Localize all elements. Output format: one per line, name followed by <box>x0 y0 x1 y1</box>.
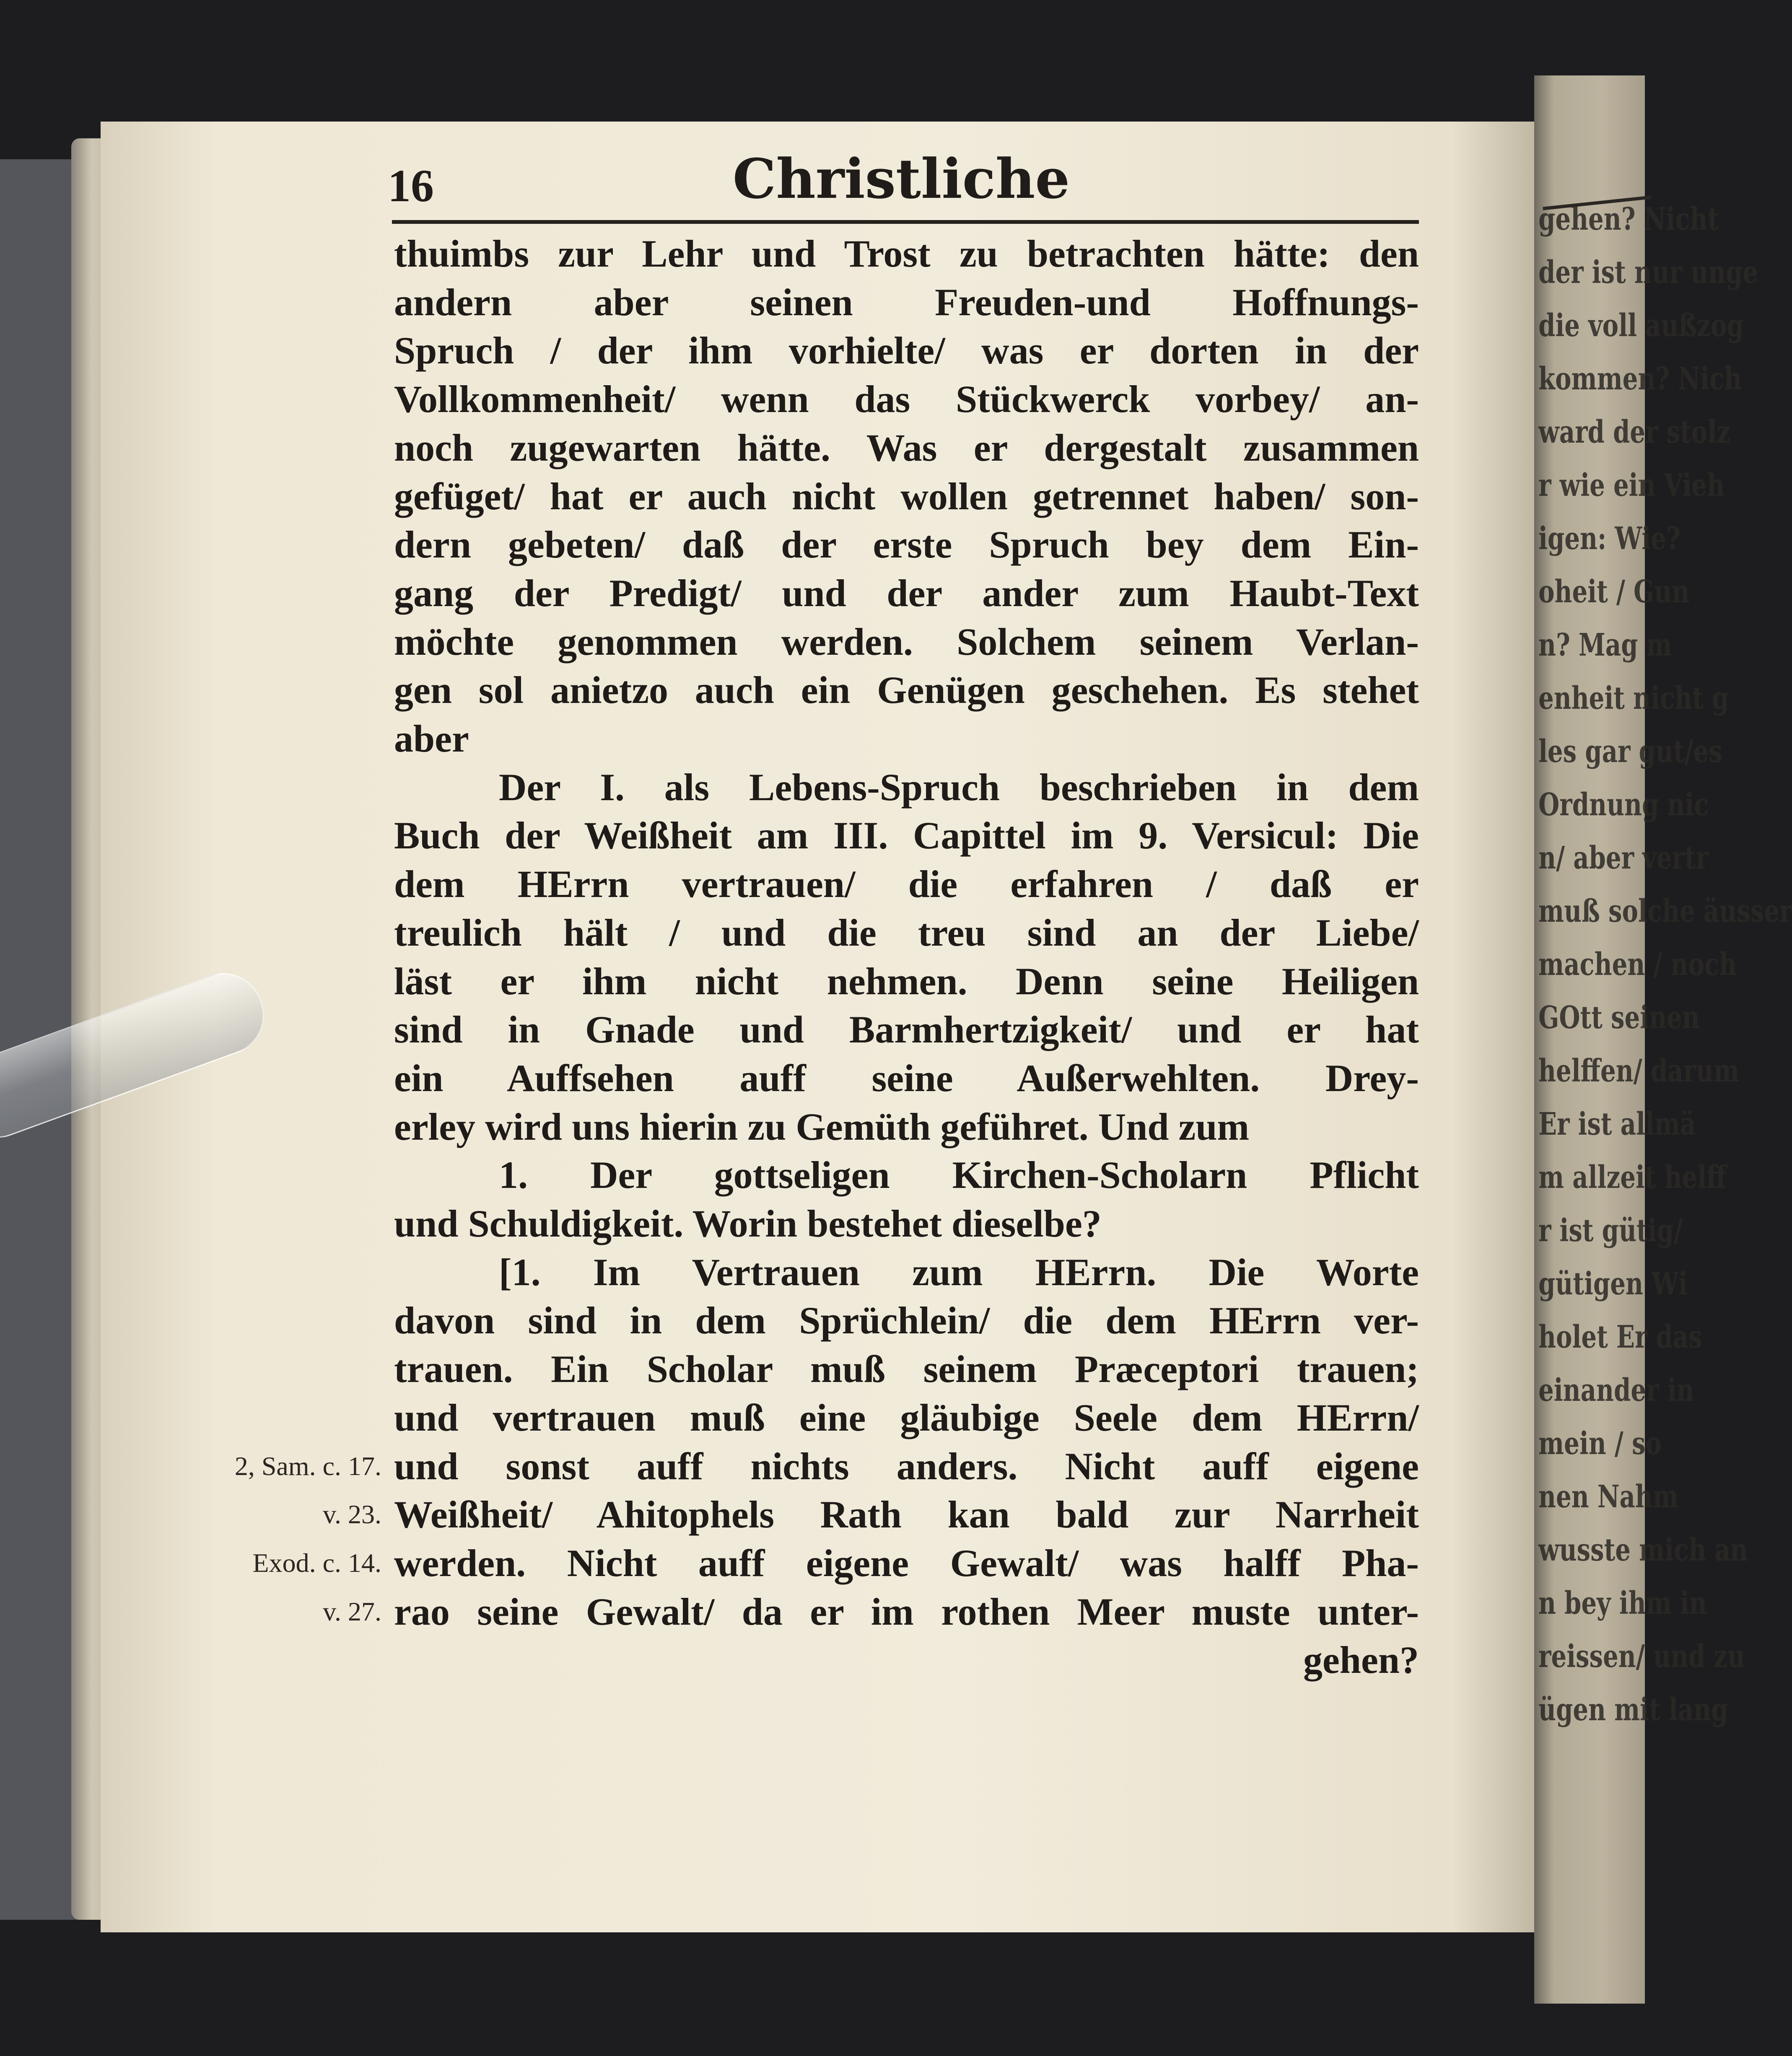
facing-text-line: n/ aber vertr <box>1538 840 1709 876</box>
text-line: Der I. als Lebens-Spruch beschrieben in dem <box>499 765 1419 809</box>
facing-text-line: igen: Wie? <box>1538 521 1680 557</box>
text-line: und Schuldigkeit. Worin bestehet dieselbe? <box>394 1202 1102 1245</box>
facing-text-line: der ist nur unge <box>1538 254 1758 290</box>
text-line: gehen? <box>1303 1639 1419 1682</box>
facing-text-line: n bey ihm in <box>1538 1585 1707 1621</box>
facing-text-line: gehen? Nicht <box>1538 201 1719 237</box>
text-line: [1. Im Vertrauen zum HErrn. Die Worte <box>499 1250 1419 1294</box>
text-line: 1. Der gottseligen Kirchen-Scholarn Pflicht <box>499 1154 1419 1197</box>
facing-text-line: kommen? Nich <box>1538 361 1742 397</box>
facing-text-line: muß solche äusser <box>1538 893 1792 929</box>
facing-text-line: mein / so <box>1538 1426 1662 1462</box>
running-head: Christliche <box>732 147 1070 211</box>
facing-text-line: enheit nicht g <box>1538 680 1729 716</box>
facing-text-line: oheit / Gun <box>1538 574 1690 610</box>
facing-text-line: m allzeit helff <box>1538 1159 1727 1195</box>
text-line: werden. Nicht auff eigene Gewalt/ was halff Pha- <box>394 1541 1419 1584</box>
text-line: läst er ihm nicht nehmen. Denn seine Heiligen <box>394 959 1419 1003</box>
facing-text-line: r ist gütig/ <box>1538 1213 1683 1249</box>
facing-text-line: holet Er das <box>1538 1319 1702 1355</box>
facing-text-line: GOtt seinen <box>1538 1000 1700 1036</box>
facing-text-line: wusste mich an <box>1538 1532 1748 1568</box>
margin-note: v. 23. <box>323 1499 381 1530</box>
text-line: Vollkommenheit/ wenn das Stückwerck vorbey/ an- <box>394 378 1419 421</box>
text-line: gen sol anietzo auch ein Genügen geschehen. Es stehet <box>394 669 1419 712</box>
page-number: 16 <box>388 160 434 211</box>
text-line: gefüget/ hat er auch nicht wollen getrennet haben/ son- <box>394 474 1419 518</box>
facing-text-line: ügen mit lang <box>1538 1692 1728 1728</box>
text-line: aber <box>394 717 469 760</box>
margin-note: v. 27. <box>323 1596 381 1626</box>
facing-page <box>1534 75 1792 2004</box>
text-line: und vertrauen muß eine gläubige Seele dem HErrn/ <box>394 1396 1419 1439</box>
text-line: Spruch / der ihm vorhielte/ was er dorten in der <box>394 329 1419 372</box>
margin-note: 2, Sam. c. 17. <box>234 1451 381 1481</box>
facing-text-line: les gar gut/es <box>1538 734 1722 770</box>
text-line: ein Auffsehen auff seine Außerwehlten. Drey- <box>394 1056 1419 1099</box>
facing-text-line: ward der stolz <box>1538 414 1730 450</box>
text-line: andern aber seinen Freuden-und Hoffnungs- <box>394 280 1419 324</box>
text-line: dem HErrn vertrauen/ die erfahren / daß er <box>394 863 1419 906</box>
facing-text-line: r wie ein Vieh <box>1538 467 1725 503</box>
margin-note: Exod. c. 14. <box>252 1548 381 1578</box>
facing-text-line: nen Nahm <box>1538 1479 1678 1515</box>
facing-text-line: Er ist allmä <box>1538 1106 1696 1142</box>
text-line: davon sind in dem Sprüchlein/ die dem HErrn ver- <box>394 1299 1419 1342</box>
text-line: Buch der Weißheit am III. Capittel im 9. Versicul: Die <box>394 814 1419 857</box>
text-line: und sonst auff nichts anders. Nicht auff eigene <box>394 1444 1419 1488</box>
facing-text-line: reissen/ und zu <box>1538 1639 1745 1675</box>
facing-text-line: helffen/ darum <box>1538 1053 1740 1089</box>
facing-text-line: machen / noch <box>1538 946 1737 983</box>
facing-text-line: die voll außzog <box>1538 308 1744 344</box>
text-line: Weißheit/ Ahitophels Rath kan bald zur Narrheit <box>394 1493 1419 1536</box>
text-line: dern gebeten/ daß der erste Spruch bey dem Ein- <box>394 523 1419 566</box>
text-line: gang der Predigt/ und der ander zum Haubt-Text <box>394 571 1419 614</box>
facing-text-line: n? Mag m <box>1538 627 1672 663</box>
text-line: erley wird uns hierin zu Gemüth geführet. Und zum <box>394 1105 1250 1148</box>
facing-text-line: gütigen Wi <box>1538 1266 1688 1302</box>
text-line: rao seine Gewalt/ da er im rothen Meer muste unter- <box>394 1590 1419 1633</box>
text-line: trauen. Ein Scholar muß seinem Præceptori trauen; <box>394 1348 1419 1391</box>
text-line: sind in Gnade und Barmhertzigkeit/ und er hat <box>394 1008 1419 1051</box>
text-line: thuimbs zur Lehr und Trost zu betrachten hätte: den <box>394 232 1419 275</box>
text-line: möchte genommen werden. Solchem seinem Verlan- <box>394 620 1419 663</box>
head-rule <box>392 220 1419 224</box>
text-line: noch zugewarten hätte. Was er dergestalt zusammen <box>394 426 1419 469</box>
facing-text-line: Ordnung nic <box>1538 787 1709 823</box>
facing-text-line: einander in <box>1538 1372 1694 1408</box>
text-line: treulich hält / und die treu sind an der Liebe/ <box>394 911 1419 954</box>
